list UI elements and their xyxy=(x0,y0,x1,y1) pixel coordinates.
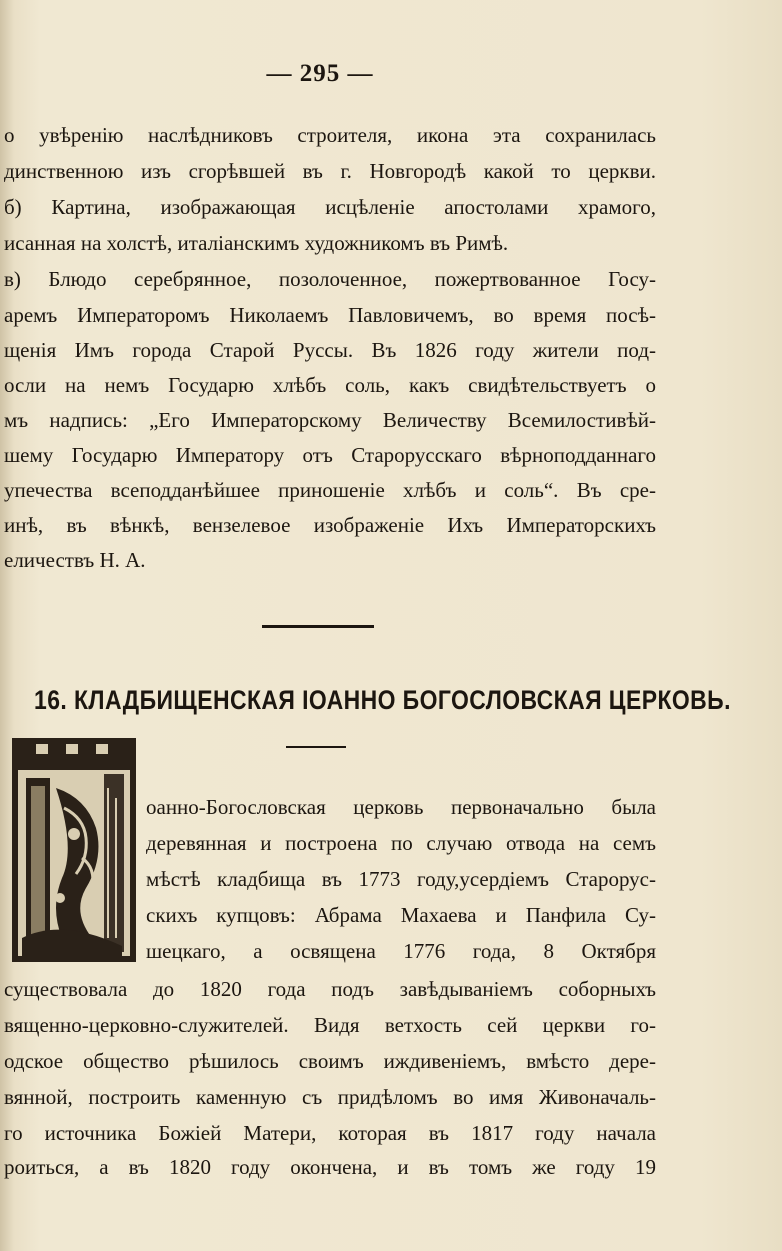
text-line: скихъ купцовъ: Абрама Махаева и Панфила Су- xyxy=(146,903,656,927)
text-line: исанная на холстѣ, италіанскимъ художникомъ въ Римѣ. xyxy=(4,231,509,255)
text-line: шему Государю Императору отъ Старорусскаго вѣрноподданнаго xyxy=(4,443,656,467)
text-line: аремъ Императоромъ Николаемъ Павловичемъ, во время посѣ- xyxy=(4,303,656,327)
page-number: — 295 — xyxy=(266,60,374,87)
text-line: щенія Имъ города Старой Руссы. Въ 1826 году жители под- xyxy=(4,338,656,362)
text-line: вянной, построить каменную съ придѣломъ во имя Живоначаль- xyxy=(4,1085,656,1109)
text-line: в) Блюдо серебрянное, позолоченное, пожертвованное Госу- xyxy=(4,267,656,291)
text-line: мъ надпись: „Его Императорскому Величеству Всемилостивѣй- xyxy=(4,408,656,432)
section-heading: 16. КЛАДБИЩЕНСКАЯ ІОАННО БОГОСЛОВСКАЯ ЦЕРКОВЬ. xyxy=(34,685,731,715)
text-line: о увѣренію наслѣдниковъ строителя, икона эта сохранилась xyxy=(4,123,656,147)
section-divider xyxy=(262,625,374,628)
text-line: б) Картина, изображающая исцѣленіе апостолами храмого, xyxy=(4,195,656,219)
text-line: динственною изъ сгорѣвшей въ г. Новгородѣ какой то церкви. xyxy=(4,159,656,183)
text-line: мѣстѣ кладбища въ 1773 году,усердіемъ Старорус- xyxy=(146,867,656,891)
text-line: го источника Божіей Матери, которая въ 1817 году начала xyxy=(4,1121,656,1145)
text-line: вященно-церковно-служителей. Видя ветхость сей церкви го- xyxy=(4,1013,656,1037)
heading-underline xyxy=(286,746,346,748)
text-line: упечества всеподданѣйшее приношеніе хлѣбъ и соль“. Въ сре- xyxy=(4,478,656,502)
text-line: шецкаго, а освящена 1776 года, 8 Октября xyxy=(146,939,656,963)
illuminated-letter-icon xyxy=(12,738,136,962)
text-line: одское общество рѣшилось своимъ иждивеніемъ, вмѣсто дере- xyxy=(4,1049,656,1073)
text-line: оанно-Богословская церковь первоначально была xyxy=(146,795,656,819)
text-line: еличествъ Н. А. xyxy=(4,548,146,572)
text-line: деревянная и построена по случаю отвода на семъ xyxy=(146,831,656,855)
decorated-initial-illustration xyxy=(12,738,136,962)
text-line: роиться, а въ 1820 году окончена, и въ томъ же году 19 xyxy=(4,1155,656,1179)
text-line: осли на немъ Государю хлѣбъ соль, какъ свидѣтельствуетъ о xyxy=(4,373,656,397)
text-line: инѣ, въ вѣнкѣ, вензелевое изображеніе Ихъ Императорскихъ xyxy=(4,513,656,537)
text-line: существовала до 1820 года подъ завѣдываніемъ соборныхъ xyxy=(4,977,656,1001)
